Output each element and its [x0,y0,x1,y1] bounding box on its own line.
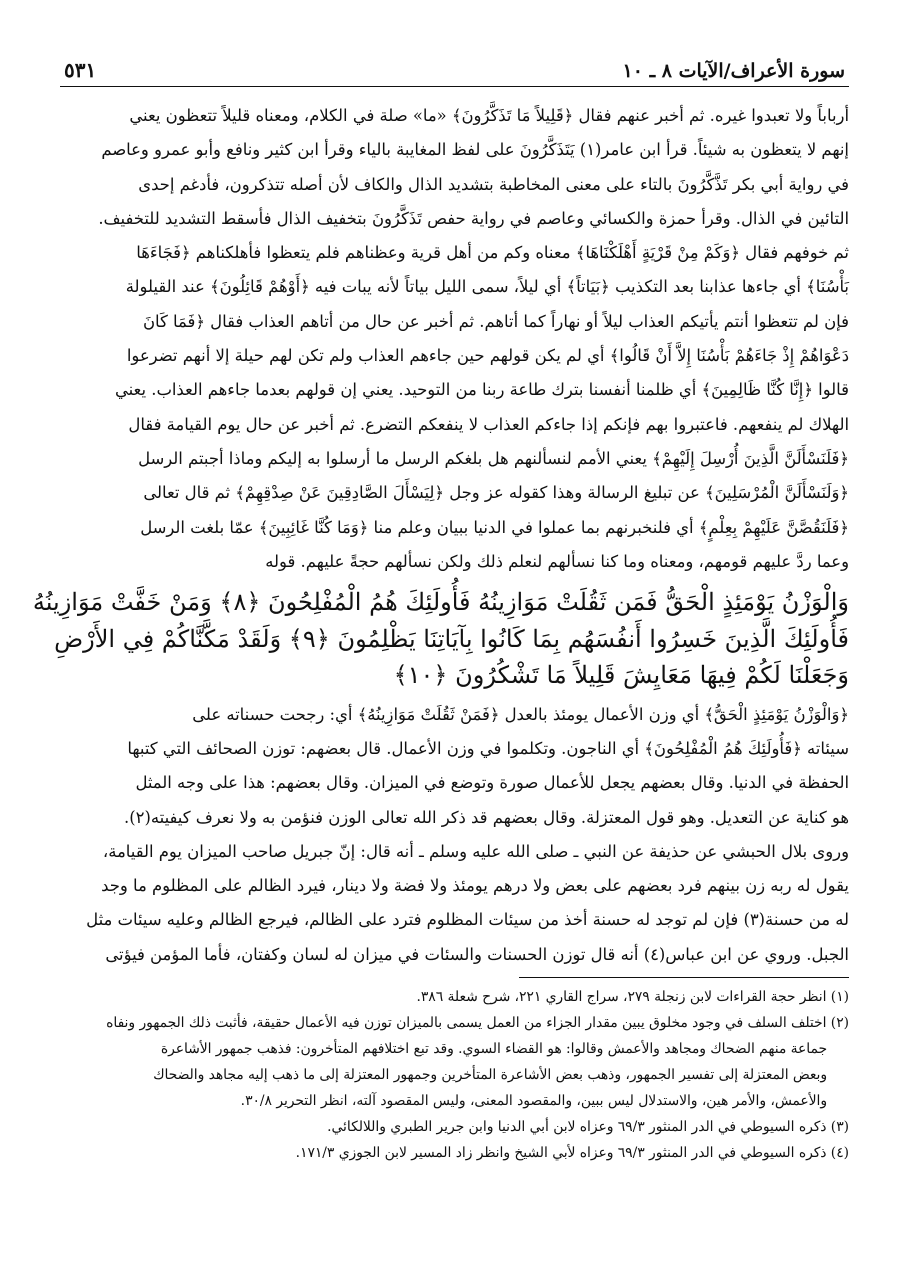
running-header [60,52,849,87]
text-line: ﴿فَلَنَسْأَلَنَّ الَّذِينَ أُرْسِلَ إِلَيْهِمْ﴾ يعني الأمم لنسألنهم هل بلغكم الرسل ما أرسلوا به إليكم وماذا أجبتم الرسل [138,448,849,468]
text-line: التائين في الذال. وقرأ حمزة والكسائي وعاصم في رواية حفص تَذَكَّرُونَ بتخفيف الذال فأسقط التشديد للتخفيف. [98,208,849,228]
text-line: هو كناية عن التعديل. وهو قول المعتزلة. وقال بعضهم قد ذكر الله تعالى الوزن فنؤمن به ولا نعرف كيفيته(٢). [124,807,849,827]
footnote-continuation: والأعمش، والأمر هين، والاستدلال ليس ببين، والمقصود المعنى، وليس المقصود آلته، انظر التحرير ٣٠/٨. [240,1093,827,1110]
text-line: إنهم لا يتعظون به شيئاً. قرأ ابن عامر(١) يَتَذَكَّرُونَ على لفظ المغايبة بالياء وقرأ ابن كثير ونافع وأبو عمرو وعاصم [101,140,849,160]
text-line: ثم خوفهم فقال ﴿وَكَمْ مِنْ قَرْيَةٍ أَهْلَكْنَاهَا﴾ معناه وكم من أهل قرية وعظناهم فلم يتعظوا فأهلكناهم ﴿فَجَاءَهَا [136,243,849,263]
text-line: له من حسنة(٣) فإن لم توجد له حسنة أخذ من سيئات المظلوم فترد على الظالم، فيرجع الظالم وعليه سيئات مثل [86,910,849,930]
text-line: ﴿فَلَنَقُصَّنَّ عَلَيْهِمْ بِعِلْمٍ﴾ أي فلنخبرنهم بما عملوا في الدنيا ببيان وعلم منا ﴿وَمَا كُنَّا غَائِبِينَ﴾ عمّا بلغت الرسل [140,517,849,537]
quran-verses [32,584,849,694]
footnote: (٤) ذكره السيوطي في الدر المنثور ٦٩/٣ وعزاه لأبي الشيخ وانظر زاد المسير لابن الجوزي ١٧١/٣. [295,1145,849,1162]
text-line: الحفظة في الدنيا. وقال بعضهم يجعل للأعمال صورة وتوضع في الميزان. وقال بعضهم: هذا على وجه المثل [135,773,849,793]
text-line: الهلاك لم ينفعهم. فاعتبروا بهم فإنكم إذا جاءكم العذاب لا ينفعكم التضرع. ثم أخبر عن حال يوم القيامة فقال [128,414,849,434]
page [32,52,849,1246]
text-line: سيئاته ﴿فَأُولَئِكَ هُمُ الْمُفْلِحُونَ﴾ أي الناجون. وتكلموا في وزن الأعمال. قال بعضهم: توزن الصحائف التي كتبها [127,738,849,758]
footnote-divider [519,977,849,978]
footnote-continuation: وبعض المعتزلة إلى تفسير الجمهور، وذهب بعض الأشاعرة المتأخرين وجمهور المعتزلة إلى ما ذهب إليه مجاهد والضحاك [153,1067,827,1084]
text-line: وروى بلال الحبشي عن حذيفة عن النبي ـ صلى الله عليه وسلم ـ أنه قال: إنّ جبريل صاحب الميزان يوم القيامة، [102,841,849,861]
text-line: قالوا ﴿إِنَّا كُنَّا ظَالِمِينَ﴾ أي ظلمنا أنفسنا بترك طاعة ربنا من التوحيد. يعني إن قولهم بعدما جاءهم العذاب. يعني [114,380,849,400]
page-number: ٥٣١ [64,58,97,82]
verse-line: فَأُولَئِكَ الَّذِينَ خَسِرُوا أَنفُسَهُم بِمَا كَانُوا بِآيَاتِنَا يَظْلِمُونَ ﴿٩﴾ وَلَقَدْ مَكَّنَّاكُمْ فِي الأَرْضِ [54,624,849,653]
commentary-text-continued [60,698,849,972]
text-line: بَأْسُنَا﴾ أي جاءها عذابنا بعد التكذيب ﴿بَيَاتاً﴾ أي ليلاً، سمى الليل بياتاً لأنه يبات فيه ﴿أَوْهُمْ قَائِلُونَ﴾ عند القيلولة [125,277,849,297]
verse-line: وَالْوَزْنُ يَوْمَئِذٍ الْحَقُّ فَمَن ثَقُلَتْ مَوَازِينُهُ فَأُولَئِكَ هُمُ الْمُفْلِحُونَ ﴿٨﴾ وَمَنْ خَفَّتْ مَوَازِينُهُ [32,588,849,617]
text-line: وعما ردَّ عليهم قومهم، ومعناه وما كنا نسألهم لنعلم ذلك ولكن نسألهم حجةً عليهم. قوله [265,551,849,571]
text-line: أرباباً ولا تعبدوا غيره. ثم أخبر عنهم فقال ﴿قَلِيلاً مَا تَذَكَّرُونَ﴾ «ما» صلة في الكلام، ومعناه قليلاً تتعظون يعني [129,106,849,125]
text-line: يقول له ربه زن بينهم فرد بعضهم على بعض ولا درهم يومئذ ولا فضة ولا دينار، فيرد الظالم على المظلوم ما وجد [101,876,849,896]
text-line: ﴿وَالْوَزْنُ يَوْمَئِذٍ الْحَقُّ﴾ أي وزن الأعمال يومئذ بالعدل ﴿فَمَنْ ثَقُلَتْ مَوَازِينُهُ﴾ أي: رجحت حسناته على [192,704,849,724]
commentary-text [60,99,849,579]
text-line: ﴿وَلَنَسْأَلَنَّ الْمُرْسَلِينَ﴾ عن تبليغ الرسالة وهذا كقوله عز وجل ﴿لِيَسْأَلَ الصَّادِقِينَ عَنْ صِدْقِهِمْ﴾ ثم قال تعالى [143,483,849,503]
footnotes [60,984,849,1166]
footnote-continuation: جماعة منهم الضحاك ومجاهد والأعمش وقالوا: هو القضاء السوي. وقد تبع اختلافهم المتأخرون: فذهب جمهور الأشاعرة [160,1041,827,1058]
footnote: (٣) ذكره السيوطي في الدر المنثور ٦٩/٣ وعزاه لابن أبي الدنيا وابن جرير الطبري واللالكائي. [327,1119,849,1136]
verse-line: وَجَعَلْنَا لَكُمْ فِيهَا مَعَايِشَ قَلِيلاً مَا تَشْكُرُونَ ﴿١٠﴾ [393,661,849,690]
text-line: في رواية أبي بكر تَذَّكَّرُونَ بالتاء على معنى المخاطبة بتشديد الذال والكاف لأن أصله تتذكرون، فأدغم إحدى [138,174,849,194]
text-line: دَعْوَاهُمْ إِذْ جَاءَهُمْ بَأْسُنَا إِلاَّ أَنْ قَالُوا﴾ أي لم يكن قولهم حين جاءهم العذاب ولم تكن لهم حيلة إلا أنهم تضرعوا [126,346,849,366]
footnote: (٢) اختلف السلف في وجود مخلوق يبين مقدار الجزاء من العمل يسمى بالميزان توزن فيه الأعمال حقيقة، فأثبت ذلك الجمهور ونفاه [106,1015,849,1032]
footnote: (١) انظر حجة القراءات لابن زنجلة ٢٧٩، سراج القاري ٢٢١، شرح شعلة ٣٨٦. [416,989,849,1006]
text-line: فإن لم تتعظوا أنتم يأتيكم العذاب ليلاً أو نهاراً كما أتاهم. ثم أخبر عن حال من أتاهم العذاب فقال ﴿فَمَا كَانَ [143,311,849,331]
surah-title: سورة الأعراف/الآيات ٨ ـ ١٠ [622,60,845,82]
text-line: الجبل. وروي عن ابن عباس(٤) أنه قال توزن الحسنات والسئات في ميزان له لسان وكفتان، فأما المؤمن فيؤتى [105,944,849,964]
